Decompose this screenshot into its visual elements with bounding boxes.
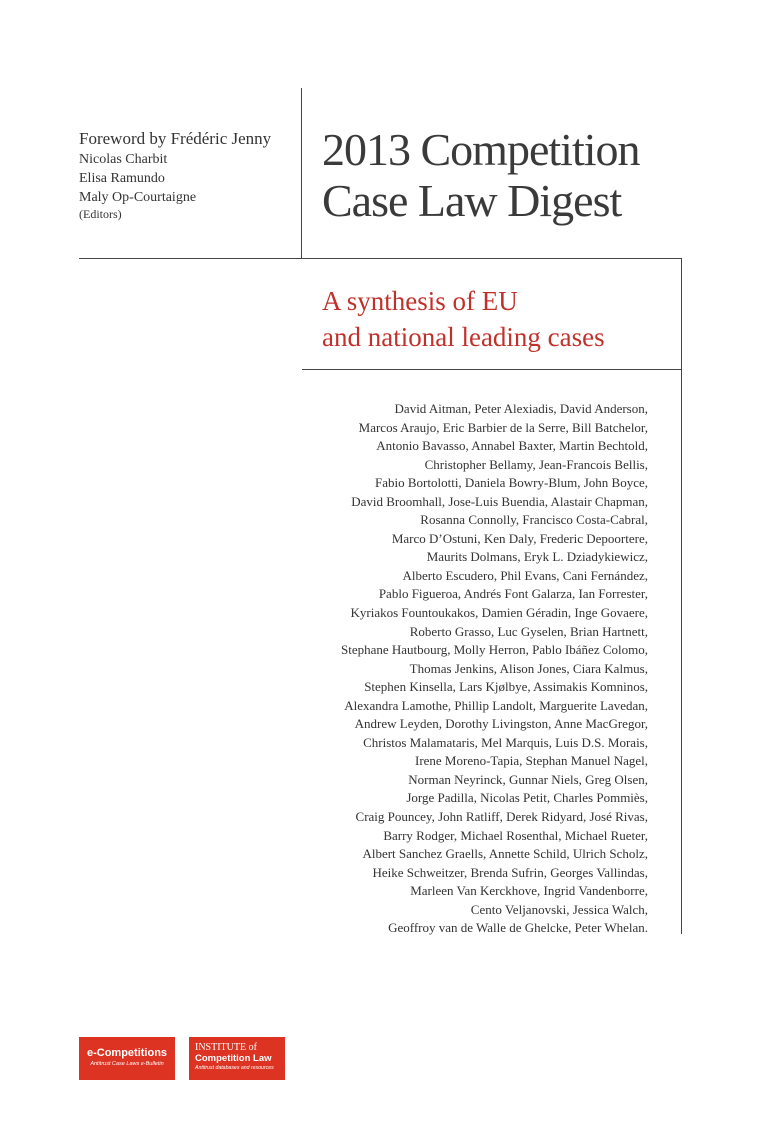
contributor-line: Fabio Bortolotti, Daniela Bowry-Blum, John Boyce, [375,475,648,491]
logo-name: e-Competitions [86,1047,168,1059]
contributor-line: Christos Malamataris, Mel Marquis, Luis D.S. Morais, [363,734,648,750]
contributor-line: Stephen Kinsella, Lars Kjølbye, Assimakis Komninos, [364,679,648,695]
book-subtitle-line: and national leading cases [322,322,605,352]
editor-name: Elisa Ramundo [79,171,165,186]
book-subtitle [322,283,677,355]
vertical-divider-right [681,258,682,934]
foreword-credit: Foreword by Frédéric Jenny [79,129,272,148]
contributor-line: Pablo Figueroa, Andrés Font Galarza, Ian Forrester, [378,586,648,602]
contributor-line: David Broomhall, Jose-Luis Buendia, Alastair Chapman, [351,493,648,509]
contributor-line: Andrew Leyden, Dorothy Livingston, Anne MacGregor, [354,716,648,732]
contributor-line: Marcos Araujo, Eric Barbier de la Serre, Bill Batchelor, [358,419,648,435]
contributor-line: Stephane Hautbourg, Molly Herron, Pablo Ibáñez Colomo, [340,642,648,658]
contributor-line: Alberto Escudero, Phil Evans, Cani Fernández, [402,567,648,583]
institute-of-competition-law-logo [189,1037,285,1080]
e-competitions-logo [79,1037,175,1080]
horizontal-divider-lower [302,369,681,370]
contributor-line: Thomas Jenkins, Alison Jones, Ciara Kalmus, [409,660,648,676]
logo-line-1: INSTITUTE of [195,1042,257,1053]
contributor-line: Albert Sanchez Graells, Annette Schild, Ulrich Scholz, [362,846,648,862]
vertical-divider-top [301,88,302,258]
editor-name: Maly Op-Courtaigne [79,190,197,205]
contributor-line: Marleen Van Kerckhove, Ingrid Vandenborre, [410,883,648,899]
editor-name: Nicolas Charbit [79,152,168,167]
contributor-line: Marco D’Ostuni, Ken Daly, Frederic Depoortere, [391,530,648,546]
contributors-list [268,400,648,938]
contributor-line: Heike Schweitzer, Brenda Sufrin, Georges Vallindas, [372,864,648,880]
editors-block [79,128,294,222]
contributor-line: Maurits Dolmans, Eryk L. Dziadykiewicz, [426,549,648,565]
logo-line-2: Competition Law [195,1053,272,1064]
contributor-line: Roberto Grasso, Luc Gyselen, Brian Hartnett, [409,623,648,639]
logo-tagline: Antitrust databases and resources [195,1065,274,1071]
book-title-line: Case Law Digest [322,175,622,226]
contributor-line: Geoffroy van de Walle de Ghelcke, Peter Whelan. [388,920,648,936]
horizontal-divider-upper [79,258,682,259]
contributor-line: Kyriakos Fountoukakos, Damien Géradin, Inge Govaere, [350,605,648,621]
contributor-line: Irene Moreno-Tapia, Stephan Manuel Nagel, [414,753,648,769]
logo-tagline: Antitrust Case Laws e-Bulletin [90,1061,164,1067]
editors-role-label: (Editors) [79,207,122,221]
contributor-line: Norman Neyrinck, Gunnar Niels, Greg Olsen, [408,771,648,787]
contributor-line: Cento Veljanovski, Jessica Walch, [470,901,648,917]
contributor-line: Christopher Bellamy, Jean-Francois Bellis, [424,456,648,472]
contributor-line: David Aitman, Peter Alexiadis, David Anderson, [394,401,648,416]
contributor-line: Barry Rodger, Michael Rosenthal, Michael Rueter, [383,827,648,843]
contributor-line: Alexandra Lamothe, Phillip Landolt, Marguerite Lavedan, [344,697,648,713]
contributor-line: Antonio Bavasso, Annabel Baxter, Martin Bechtold, [376,438,648,454]
contributor-line: Rosanna Connolly, Francisco Costa-Cabral, [420,512,648,528]
contributor-line: Jorge Padilla, Nicolas Petit, Charles Pommiès, [406,790,648,806]
book-title-line: 2013 Competition [322,124,640,175]
book-title [322,124,682,226]
contributor-line: Craig Pouncey, John Ratliff, Derek Ridyard, José Rivas, [355,809,648,825]
book-subtitle-line: A synthesis of EU [322,286,518,316]
